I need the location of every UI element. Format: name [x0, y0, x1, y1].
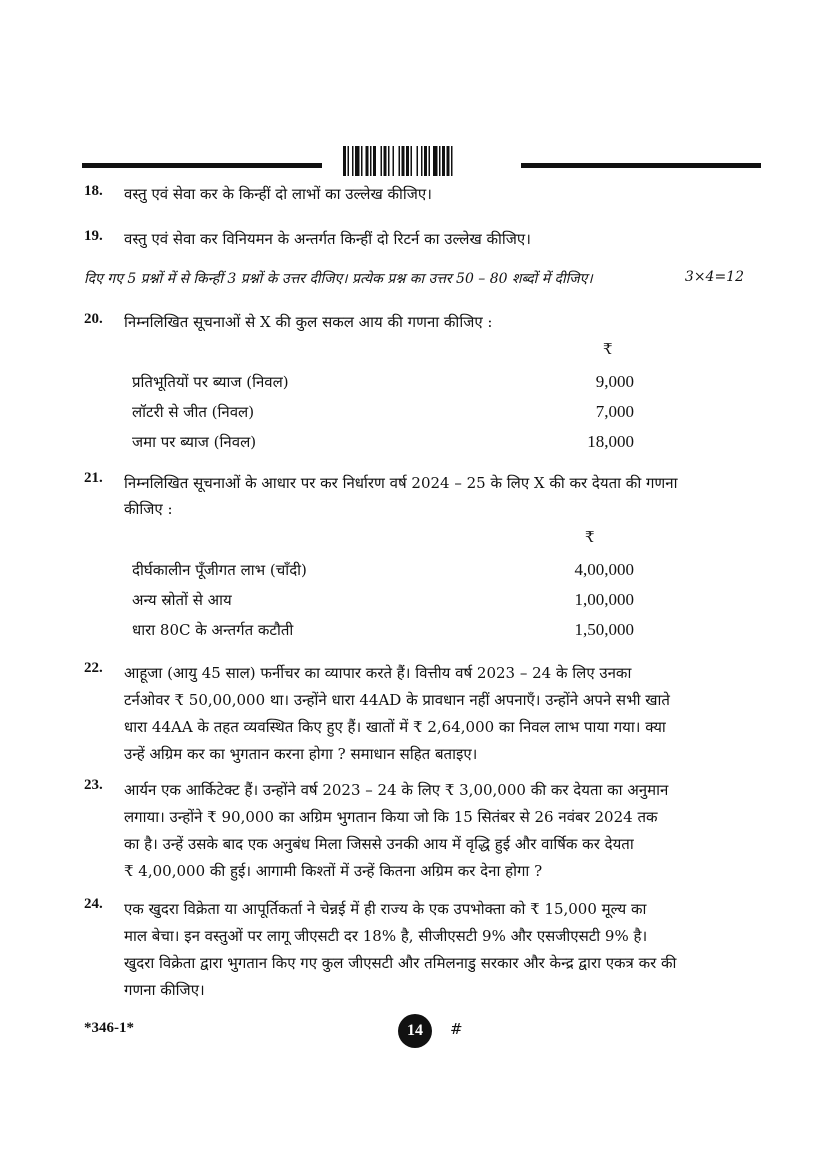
question-text-line: ₹ 4,00,000 की हुई। आगामी किश्तों में उन्हें कितना अग्रिम कर देना होगा ?: [124, 862, 543, 880]
header-rule-right: [521, 163, 761, 168]
question-text-line: माल बेचा। इन वस्तुओं पर लागू जीएसटी दर 18% है, सीजीएसटी 9% और एसजीएसटी 9% है।: [124, 927, 648, 945]
question-text: वस्तु एवं सेवा कर विनियमन के अन्तर्गत किन्हीं दो रिटर्न का उल्लेख कीजिए।: [124, 230, 531, 248]
question-number: 20.: [84, 311, 103, 327]
question-number: 22.: [84, 660, 103, 676]
question-text-line: उन्हें अग्रिम कर का भुगतान करना होगा ? समाधान सहित बताइए।: [124, 745, 478, 763]
row-amount: 7,000: [595, 402, 634, 421]
question-number: 21.: [84, 470, 103, 486]
row-amount: 1,50,000: [574, 620, 634, 639]
row-label: अन्य स्रोतों से आय: [132, 591, 232, 609]
row-label: जमा पर ब्याज (निवल): [132, 433, 257, 451]
section-instruction: [84, 269, 744, 288]
row-label: प्रतिभूतियों पर ब्याज (निवल): [132, 373, 289, 391]
row-amount: 18,000: [587, 432, 634, 451]
barcode: [343, 146, 493, 176]
row-amount: 4,00,000: [574, 560, 634, 579]
question-number: 24.: [84, 896, 103, 912]
paper-code: *346-1*: [84, 1020, 134, 1036]
question-text-line: खुदरा विक्रेता द्वारा भुगतान किए गए कुल जीएसटी और तमिलनाडु सरकार और केन्द्र द्वारा एकत्र कर की: [124, 954, 677, 972]
row-label: धारा 80C के अन्तर्गत कटौती: [132, 621, 294, 639]
row-label: लॉटरी से जीत (निवल): [132, 403, 255, 421]
question-text-line: आहूजा (आयु 45 साल) फर्नीचर का व्यापार करते हैं। वित्तीय वर्ष 2023 – 24 के लिए उनका: [124, 664, 632, 682]
currency-header: ₹: [603, 340, 613, 358]
question-text-line: टर्नओवर ₹ 50,00,000 था। उन्होंने धारा 44AD के प्रावधान नहीं अपनाएँ। उन्होंने अपने सभी खाते: [124, 691, 670, 709]
currency-header: ₹: [585, 528, 595, 546]
question-text-line: गणना कीजिए।: [124, 981, 205, 999]
question-text-line: लगाया। उन्होंने ₹ 90,000 का अग्रिम भुगतान किया जो कि 15 सितंबर से 26 नवंबर 2024 तक: [124, 808, 658, 826]
header-rule-left: [82, 163, 322, 168]
question-text-line: कीजिए :: [124, 500, 173, 518]
question-text-line: धारा 44AA के तहत व्यवस्थित किए हुए हैं। खातों में ₹ 2,64,000 का निवल लाभ पाया गया। क्या: [124, 718, 666, 736]
question-text: निम्नलिखित सूचनाओं से X की कुल सकल आय की गणना कीजिए :: [124, 313, 493, 331]
question-number: 23.: [84, 777, 103, 793]
question-text-line: आर्यन एक आर्किटेक्ट हैं। उन्होंने वर्ष 2023 – 24 के लिए ₹ 3,00,000 की कर देयता का अनुमान: [124, 781, 669, 799]
question-text: वस्तु एवं सेवा कर के किन्हीं दो लाभों का उल्लेख कीजिए।: [124, 185, 432, 203]
instruction-text: दिए गए 5 प्रश्नों में से किन्हीं 3 प्रश्नों के उत्तर दीजिए। प्रत्येक प्रश्न का उत्तर 50 – 80 शब्दों में दीजिए।: [84, 271, 593, 287]
footer-hash-mark: #: [450, 1020, 463, 1038]
question-text-line: का है। उन्हें उसके बाद एक अनुबंध मिला जिससे उनकी आय में वृद्धि हुई और वार्षिक कर देयता: [124, 835, 634, 853]
row-amount: 9,000: [595, 372, 634, 391]
page-number: 14: [407, 1022, 423, 1039]
question-number: 19.: [84, 228, 103, 244]
row-amount: 1,00,000: [574, 590, 634, 609]
question-text-line: एक खुदरा विक्रेता या आपूर्तिकर्ता ने चेन्नई में ही राज्य के एक उपभोक्ता को ₹ 15,000 मूल्य का: [124, 900, 647, 918]
question-text-line: निम्नलिखित सूचनाओं के आधार पर कर निर्धारण वर्ष 2024 – 25 के लिए X की कर देयता की गणना: [124, 474, 678, 492]
marks-allocation: 3×4=12: [684, 269, 744, 285]
row-label: दीर्घकालीन पूँजीगत लाभ (चाँदी): [132, 561, 307, 579]
page-number-badge: [398, 1014, 432, 1048]
question-number: 18.: [84, 183, 103, 199]
